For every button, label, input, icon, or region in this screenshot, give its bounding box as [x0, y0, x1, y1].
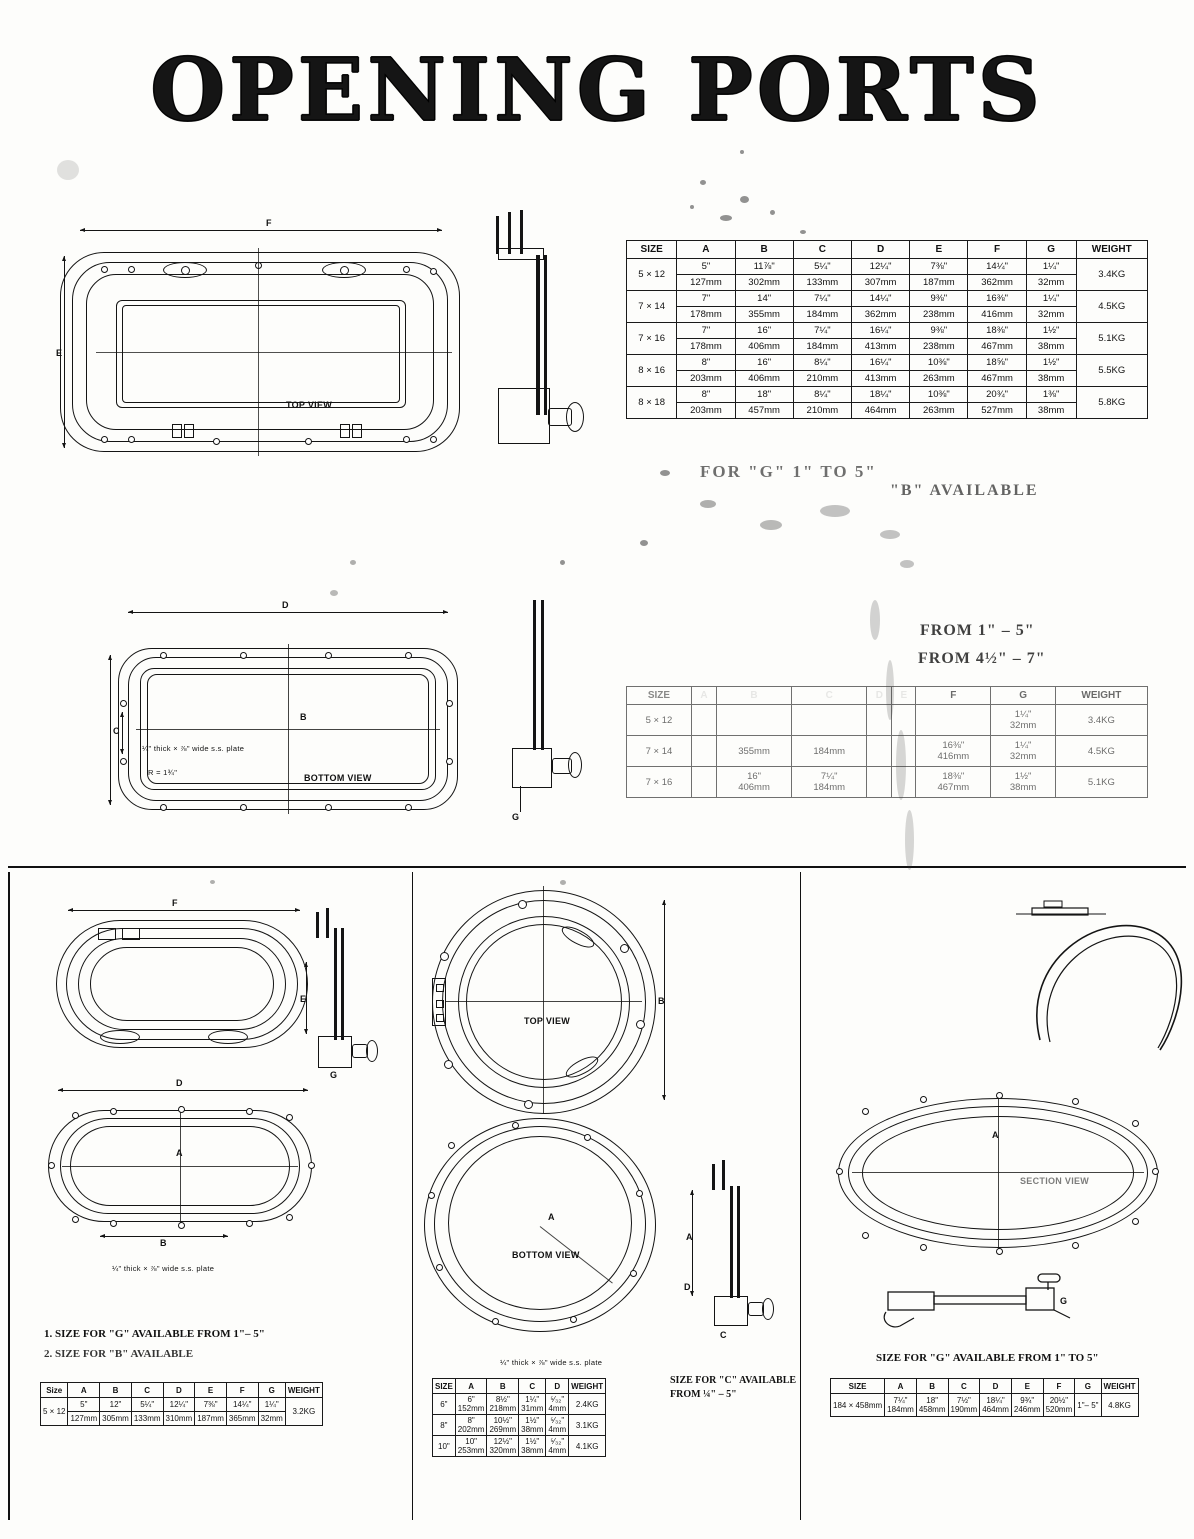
- cell-weight: 5.1KG: [1055, 767, 1147, 798]
- view-label-bottom-1: BOTTOM VIEW: [304, 773, 372, 783]
- cell-weight: 3.1KG: [569, 1415, 606, 1436]
- th-c: C: [792, 687, 867, 705]
- cell-d: ⁵⁄₃₂" 4mm: [546, 1415, 569, 1436]
- cell-size: 8 × 18: [627, 387, 677, 419]
- cell-size: 5 × 12: [627, 705, 692, 736]
- dim-label-A-2: A: [176, 1148, 183, 1158]
- cell-g: 1¼" 32mm: [991, 705, 1055, 736]
- cell-g-in: 1¼": [1026, 259, 1076, 275]
- cell-b-mm: 355mm: [735, 307, 793, 323]
- cell-a-mm: 127mm: [68, 1412, 100, 1426]
- divider-left-edge: [8, 872, 10, 1520]
- cell-size: 6": [433, 1394, 456, 1415]
- cell-b: 8½" 218mm: [487, 1394, 519, 1415]
- th-g: G: [1075, 1379, 1101, 1394]
- th-b: B: [916, 1379, 948, 1394]
- th-d: D: [980, 1379, 1012, 1394]
- table-row: [433, 1394, 606, 1415]
- cell-b-in: 16": [735, 323, 793, 339]
- cell-b-mm: 457mm: [735, 403, 793, 419]
- cell-b-mm: 406mm: [735, 371, 793, 387]
- note-g-range: FOR "G" 1" TO 5": [700, 462, 877, 481]
- cell-c-in: 8¼": [793, 387, 851, 403]
- cell-a-mm: 178mm: [677, 307, 735, 323]
- cell-d-in: 18¼": [852, 387, 910, 403]
- cell-e-in: 10⅜": [910, 355, 968, 371]
- dim-label-F: F: [266, 218, 272, 228]
- cell-size: 5 × 12: [41, 1398, 68, 1426]
- cell-c: 1½" 38mm: [519, 1436, 546, 1457]
- cell-d-mm: 307mm: [852, 275, 910, 291]
- cell-e-mm: 187mm: [910, 275, 968, 291]
- cell-c: [792, 705, 867, 736]
- th-e: E: [910, 241, 968, 259]
- th-b: B: [716, 687, 791, 705]
- cell-a: 6" 152mm: [455, 1394, 487, 1415]
- cell-f-in: 18⅝": [968, 355, 1026, 371]
- cell-d: ⁵⁄₃₂" 4mm: [546, 1436, 569, 1457]
- cell-b: 355mm: [716, 736, 791, 767]
- cell-g-mm: 38mm: [1026, 403, 1076, 419]
- cell-f-in: 14¼": [226, 1398, 258, 1412]
- th-d: D: [546, 1379, 569, 1394]
- cell-c-mm: 184mm: [793, 339, 851, 355]
- dim-label-A-mid: A: [548, 1212, 555, 1222]
- cell-size: 5 × 12: [627, 259, 677, 291]
- cell-f-mm: 365mm: [226, 1412, 258, 1426]
- cell-f-in: 20¾": [968, 387, 1026, 403]
- cell-c: 7½" 190mm: [948, 1394, 980, 1417]
- cell-size: 7 × 16: [627, 323, 677, 355]
- cell-g-mm: 32mm: [258, 1412, 285, 1426]
- cell-f-in: 14¼": [968, 259, 1026, 275]
- cell-b-in: 12": [100, 1398, 132, 1412]
- cell-g-mm: 32mm: [1026, 275, 1076, 291]
- cell-size: 8": [433, 1415, 456, 1436]
- cell-a: 7¼" 184mm: [885, 1394, 917, 1417]
- divider-vertical-2: [800, 872, 801, 1520]
- th-c: C: [948, 1379, 980, 1394]
- hardware-illustration: [880, 1268, 1120, 1338]
- cell-g-in: 1½": [1026, 323, 1076, 339]
- th-f: F: [968, 241, 1026, 259]
- cell-weight: 2.4KG: [569, 1394, 606, 1415]
- th-g: G: [991, 687, 1055, 705]
- th-size: SIZE: [627, 241, 677, 259]
- main-spec-table: [626, 240, 1148, 419]
- cell-e: [892, 736, 916, 767]
- th-e: E: [1011, 1379, 1043, 1394]
- cell-g-mm: 38mm: [1026, 371, 1076, 387]
- cell-size: 7 × 14: [627, 291, 677, 323]
- table-row: [433, 1415, 606, 1436]
- th-weight: WEIGHT: [569, 1379, 606, 1394]
- cell-a-in: 7": [677, 291, 735, 307]
- cell-c: 1½" 38mm: [519, 1415, 546, 1436]
- bottom-left-spec-table: [40, 1382, 323, 1426]
- cell-a-in: 5": [677, 259, 735, 275]
- cell-a-in: 8": [677, 387, 735, 403]
- cell-a-mm: 203mm: [677, 403, 735, 419]
- th-f: F: [1043, 1379, 1075, 1394]
- dim-label-A-hinge: A: [686, 1232, 693, 1242]
- cell-d-mm: 413mm: [852, 339, 910, 355]
- dim-label-D: D: [282, 600, 289, 610]
- cell-c-mm: 210mm: [793, 403, 851, 419]
- dim-label-C-hinge: C: [720, 1330, 727, 1340]
- dim-label-D-2: D: [176, 1078, 183, 1088]
- cell-c-mm: 133mm: [131, 1412, 163, 1426]
- cell-e-mm: 263mm: [910, 371, 968, 387]
- cell-weight: 3.4KG: [1055, 705, 1147, 736]
- table-row: [41, 1412, 323, 1426]
- th-a: A: [691, 687, 716, 705]
- cell-c-mm: 184mm: [793, 307, 851, 323]
- th-g: G: [1026, 241, 1076, 259]
- table-row: [627, 275, 1148, 291]
- cell-d: [867, 736, 892, 767]
- th-size: SIZE: [433, 1379, 456, 1394]
- th-a: A: [677, 241, 735, 259]
- cell-g-in: 1½": [1026, 355, 1076, 371]
- cell-f: 18⅜" 467mm: [916, 767, 991, 798]
- view-label-top-1: TOP VIEW: [286, 400, 333, 410]
- cell-b: 10½" 269mm: [487, 1415, 519, 1436]
- cell-d-mm: 464mm: [852, 403, 910, 419]
- th-size: SIZE: [831, 1379, 885, 1394]
- th-weight: WEIGHT: [1076, 241, 1147, 259]
- cell-e-in: 9⅜": [910, 291, 968, 307]
- table-row: [433, 1436, 606, 1457]
- bl-note-1: 1. SIZE FOR "G" AVAILABLE FROM 1"– 5": [44, 1328, 265, 1340]
- faded-spec-table: [626, 686, 1148, 798]
- bl-note-2: 2. SIZE FOR "B" AVAILABLE: [44, 1348, 194, 1360]
- th-a: A: [68, 1383, 100, 1398]
- cell-e-in: 7⅜": [910, 259, 968, 275]
- cell-weight: 3.4KG: [1076, 259, 1147, 291]
- cell-c-in: 7¼": [793, 291, 851, 307]
- cell-b-in: 11⅞": [735, 259, 793, 275]
- table-row: [41, 1398, 323, 1412]
- table-row: [627, 339, 1148, 355]
- cell-g: 1"– 5": [1075, 1394, 1101, 1417]
- cell-a: [691, 767, 716, 798]
- th-c: C: [793, 241, 851, 259]
- table-row: [627, 307, 1148, 323]
- table-row: [627, 736, 1148, 767]
- cell-d-in: 12¼": [852, 259, 910, 275]
- cell-a: [691, 705, 716, 736]
- cell-e-mm: 238mm: [910, 307, 968, 323]
- note-from-1-5: FROM 1" – 5": [920, 622, 1035, 639]
- th-a: A: [455, 1379, 487, 1394]
- cell-weight: 4.5KG: [1076, 291, 1147, 323]
- th-b: B: [100, 1383, 132, 1398]
- mid-note-c-text: SIZE FOR "C" AVAILABLE FROM ¼" – 5": [670, 1375, 797, 1400]
- table-row: [831, 1394, 1139, 1417]
- cell-d: [867, 705, 892, 736]
- cell-c-in: 8¼": [793, 355, 851, 371]
- cell-b: [716, 705, 791, 736]
- dim-label-A-right: A: [992, 1130, 999, 1140]
- table-row: [627, 355, 1148, 371]
- cell-g: 1½" 38mm: [991, 767, 1055, 798]
- th-weight: WEIGHT: [1101, 1379, 1138, 1394]
- cell-weight: 5.1KG: [1076, 323, 1147, 355]
- cell-c-in: 5¼": [131, 1398, 163, 1412]
- note-b-available: "B" AVAILABLE: [890, 482, 1039, 499]
- cell-f-mm: 527mm: [968, 403, 1026, 419]
- cell-c: 7¼" 184mm: [792, 767, 867, 798]
- th-c: C: [519, 1379, 546, 1394]
- cell-c: 184mm: [792, 736, 867, 767]
- cell-a-in: 5": [68, 1398, 100, 1412]
- th-f: F: [916, 687, 991, 705]
- page-title: OPENING PORTS: [150, 40, 1044, 141]
- cell-d-mm: 310mm: [163, 1412, 195, 1426]
- th-e: E: [195, 1383, 227, 1398]
- curve-illustration: [1010, 900, 1194, 1070]
- cell-size: 7 × 16: [627, 767, 692, 798]
- cell-weight: 4.5KG: [1055, 736, 1147, 767]
- table-row: [627, 705, 1148, 736]
- dim-label-C: C: [113, 726, 120, 736]
- cell-b-in: 14": [735, 291, 793, 307]
- th-c: C: [131, 1383, 163, 1398]
- dim-label-F-2: F: [172, 898, 178, 908]
- th-a: A: [885, 1379, 917, 1394]
- cell-b-in: 16": [735, 355, 793, 371]
- cell-c-in: 5¼": [793, 259, 851, 275]
- cell-a: 8" 202mm: [455, 1415, 487, 1436]
- cell-d: ⁵⁄₃₂" 4mm: [546, 1394, 569, 1415]
- th-d: D: [867, 687, 892, 705]
- cell-d-in: 16¼": [852, 323, 910, 339]
- cell-a-mm: 178mm: [677, 339, 735, 355]
- plate-note-3: ¼" thick × ⅞" wide s.s. plate: [500, 1358, 603, 1367]
- cell-b-mm: 305mm: [100, 1412, 132, 1426]
- cell-g-in: 1⅜": [1026, 387, 1076, 403]
- cell-f: 16⅜" 416mm: [916, 736, 991, 767]
- dim-label-E-2: E: [300, 994, 307, 1004]
- cell-b: 18" 458mm: [916, 1394, 948, 1417]
- right-note-g: SIZE FOR "G" AVAILABLE FROM 1" TO 5": [876, 1352, 1099, 1364]
- cell-e: 9¾" 246mm: [1011, 1394, 1043, 1417]
- cell-b: 12½" 320mm: [487, 1436, 519, 1457]
- table-row: [627, 259, 1148, 275]
- cell-d-mm: 362mm: [852, 307, 910, 323]
- th-size: Size: [41, 1383, 68, 1398]
- th-g: G: [258, 1383, 285, 1398]
- note-from-45-7: FROM 4½" – 7": [918, 650, 1046, 667]
- cell-f-in: 16⅜": [968, 291, 1026, 307]
- table-row: [627, 371, 1148, 387]
- cell-c-in: 7¼": [793, 323, 851, 339]
- cell-g-mm: 32mm: [1026, 307, 1076, 323]
- cell-f-mm: 362mm: [968, 275, 1026, 291]
- dim-label-E: E: [56, 348, 63, 358]
- cell-size: 8 × 16: [627, 355, 677, 387]
- cell-f-mm: 416mm: [968, 307, 1026, 323]
- bottom-right-spec-table: [830, 1378, 1139, 1417]
- cell-c-mm: 133mm: [793, 275, 851, 291]
- view-label-section: SECTION VIEW: [1020, 1176, 1090, 1186]
- cell-size: 10": [433, 1436, 456, 1457]
- cell-a: [691, 736, 716, 767]
- cell-weight: 5.8KG: [1076, 387, 1147, 419]
- cell-d-in: 16¼": [852, 355, 910, 371]
- view-label-top-2: TOP VIEW: [524, 1016, 571, 1026]
- th-weight: WEIGHT: [1055, 687, 1147, 705]
- th-d: D: [163, 1383, 195, 1398]
- divider-horizontal: [8, 866, 1186, 868]
- plate-note-1: ¼" thick × ⅞" wide s.s. plate: [142, 744, 245, 753]
- th-b: B: [735, 241, 793, 259]
- cell-g: 1¼" 32mm: [991, 736, 1055, 767]
- cell-a-mm: 203mm: [677, 371, 735, 387]
- dim-label-G-right: G: [1060, 1296, 1068, 1306]
- cell-b: 16" 406mm: [716, 767, 791, 798]
- bottom-mid-spec-table: [432, 1378, 606, 1457]
- cell-f: [916, 705, 991, 736]
- th-f: F: [226, 1383, 258, 1398]
- th-size: SIZE: [627, 687, 692, 705]
- cell-size: 7 × 14: [627, 736, 692, 767]
- cell-e: [892, 705, 916, 736]
- cell-e-mm: 187mm: [195, 1412, 227, 1426]
- cell-f-in: 18⅜": [968, 323, 1026, 339]
- table-row: [627, 323, 1148, 339]
- dim-label-D-hinge: D: [684, 1282, 691, 1292]
- cell-b-mm: 406mm: [735, 339, 793, 355]
- cell-a-in: 7": [677, 323, 735, 339]
- divider-vertical-1: [412, 872, 413, 1520]
- th-weight: WEIGHT: [285, 1383, 322, 1398]
- radius-note: R = 1¾": [148, 768, 178, 777]
- th-d: D: [852, 241, 910, 259]
- cell-e-in: 9⅜": [910, 323, 968, 339]
- dim-label-G-detail: G: [512, 812, 520, 822]
- cell-size: 184 × 458mm: [831, 1394, 885, 1417]
- dim-label-B-3: B: [160, 1238, 167, 1248]
- dim-label-G-2: G: [330, 1070, 338, 1080]
- cell-d-in: 14¼": [852, 291, 910, 307]
- cell-g-mm: 38mm: [1026, 339, 1076, 355]
- cell-e: [892, 767, 916, 798]
- cell-c-mm: 210mm: [793, 371, 851, 387]
- cell-e-mm: 263mm: [910, 403, 968, 419]
- cell-e-mm: 238mm: [910, 339, 968, 355]
- cell-f-mm: 467mm: [968, 371, 1026, 387]
- plate-note-2: ¼" thick × ⅞" wide s.s. plate: [112, 1264, 215, 1273]
- cell-e-in: 10⅜": [910, 387, 968, 403]
- table-row: [627, 387, 1148, 403]
- cell-d-mm: 413mm: [852, 371, 910, 387]
- cell-f-mm: 467mm: [968, 339, 1026, 355]
- cell-d: 18¼" 464mm: [980, 1394, 1012, 1417]
- table-row: [627, 403, 1148, 419]
- dim-label-B-mid: B: [658, 996, 665, 1006]
- mid-note-c: [670, 1374, 800, 1402]
- cell-weight: 4.1KG: [569, 1436, 606, 1457]
- view-label-bottom-2: BOTTOM VIEW: [512, 1250, 580, 1260]
- cell-f: 20½" 520mm: [1043, 1394, 1075, 1417]
- th-e: E: [892, 687, 916, 705]
- cell-a-in: 8": [677, 355, 735, 371]
- cell-b-mm: 302mm: [735, 275, 793, 291]
- cell-e-in: 7⅜": [195, 1398, 227, 1412]
- table-row: [627, 767, 1148, 798]
- th-b: B: [487, 1379, 519, 1394]
- cell-weight: 4.8KG: [1101, 1394, 1138, 1417]
- cell-g-in: 1¼": [1026, 291, 1076, 307]
- table-row: [627, 291, 1148, 307]
- cell-a-mm: 127mm: [677, 275, 735, 291]
- cell-b-in: 18": [735, 387, 793, 403]
- cell-weight: 5.5KG: [1076, 355, 1147, 387]
- cell-weight: 3.2KG: [285, 1398, 322, 1426]
- dim-label-B-2: B: [300, 712, 307, 722]
- cell-a: 10" 253mm: [455, 1436, 487, 1457]
- cell-d: [867, 767, 892, 798]
- cell-g-in: 1¼": [258, 1398, 285, 1412]
- cell-d-in: 12¼": [163, 1398, 195, 1412]
- cell-c: 1¼" 31mm: [519, 1394, 546, 1415]
